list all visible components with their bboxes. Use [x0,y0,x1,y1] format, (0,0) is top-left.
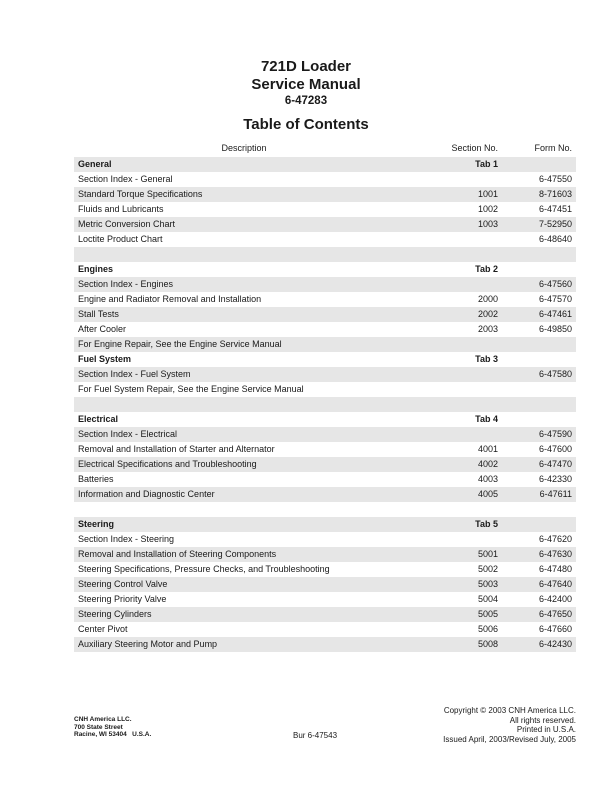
toc-section-number: 5006 [477,624,498,634]
toc-form-number: 6-47620 [538,534,572,544]
toc-row [74,382,576,397]
document-title-block [0,58,612,134]
toc-section-number: 1001 [477,189,498,199]
toc-section-number: 5005 [477,609,498,619]
toc-form-number: 6-47660 [538,624,572,634]
toc-section-number: Tab 2 [475,264,498,274]
toc-description: Loctite Product Chart [78,234,163,244]
issued-line: Issued April, 2003/Revised July, 2005 [443,734,576,744]
toc-description: Fuel System [78,354,132,364]
toc-description: Steering Priority Valve [78,594,167,604]
toc-row [74,427,576,442]
toc-description: Engines [78,264,114,274]
toc-section-header [74,157,576,172]
toc-row [74,337,576,352]
toc-row [74,607,576,622]
toc-section-number: 1003 [477,219,498,229]
bur-number: Bur 6-47543 [293,731,338,740]
toc-row [74,202,576,217]
toc-form-number: 6-47630 [538,549,572,559]
toc-row [74,592,576,607]
toc-form-number: 6-47560 [538,279,572,289]
toc-description: Removal and Installation of Steering Components [78,549,277,559]
toc-row [74,277,576,292]
toc-description: Center Pivot [78,624,128,634]
toc-form-number: 6-49850 [538,324,572,334]
toc-description: Section Index - Engines [78,279,174,289]
toc-description: Batteries [78,474,114,484]
toc-description: Engine and Radiator Removal and Installation [78,294,262,304]
company-address [74,716,151,739]
toc-description: Metric Conversion Chart [78,219,176,229]
toc-row [74,307,576,322]
toc-row [74,442,576,457]
toc-section-number: 5004 [477,594,498,604]
rights-line: All rights reserved. [509,715,576,725]
toc-row [74,622,576,637]
toc-description: Steering Specifications, Pressure Checks, and Troubleshooting [78,564,330,574]
toc-section-header [74,517,576,532]
toc-row [74,292,576,307]
toc-form-number: 6-42400 [538,594,572,604]
toc-form-number: 6-47461 [538,309,572,319]
toc-form-number: 8-71603 [538,189,572,199]
toc-section-number: 4003 [477,474,498,484]
toc-description: After Cooler [78,324,127,334]
toc-section-number: 4005 [477,489,498,499]
toc-description: Section Index - General [78,174,173,184]
document-subtitle: Service Manual [251,76,361,93]
toc-description: Removal and Installation of Starter and Alternator [78,444,275,454]
toc-spacer-row [74,397,576,412]
toc-row [74,457,576,472]
toc-section-number: 2000 [477,294,498,304]
toc-form-number: 6-47640 [538,579,572,589]
toc-description: Standard Torque Specifications [78,189,203,199]
toc-row [74,367,576,382]
toc-section-number: 1002 [477,204,498,214]
toc-description: Stall Tests [78,309,119,319]
toc-description: Information and Diagnostic Center [78,489,215,499]
toc-description: For Fuel System Repair, See the Engine Service Manual [78,384,304,394]
toc-table [74,157,576,652]
toc-description: General [78,159,112,169]
toc-section-header [74,412,576,427]
company-street: 700 State Street [74,723,123,731]
toc-description: Section Index - Fuel System [78,369,191,379]
toc-form-number: 6-47451 [538,204,572,214]
column-header-form: Form No. [534,143,572,153]
toc-row [74,532,576,547]
toc-description: Section Index - Steering [78,534,175,544]
printed-line: Printed in U.S.A. [516,725,576,734]
toc-description: Auxiliary Steering Motor and Pump [78,639,218,649]
company-name: CNH America LLC. [74,716,132,723]
toc-form-number: 6-42430 [538,639,572,649]
toc-row [74,562,576,577]
toc-section-number: 2002 [477,309,498,319]
toc-description: For Engine Repair, See the Engine Service Manual [78,339,282,349]
toc-spacer-row [74,502,576,517]
toc-row [74,322,576,337]
toc-section-header [74,262,576,277]
toc-row [74,172,576,187]
toc-form-number: 6-47650 [538,609,572,619]
toc-form-number: 6-47550 [538,174,572,184]
toc-row [74,187,576,202]
toc-column-headers [74,143,576,157]
toc-form-number: 6-47600 [538,444,572,454]
toc-section-number: 5003 [477,579,498,589]
toc-description: Fluids and Lubricants [78,204,164,214]
toc-spacer-row [74,247,576,262]
column-header-section: Section No. [451,143,498,153]
toc-form-number: 6-47611 [539,489,572,499]
toc-section-number: Tab 5 [475,519,498,529]
toc-section-number: 2003 [477,324,498,334]
toc-section-number: Tab 4 [475,414,498,424]
toc-section-number: Tab 1 [475,159,498,169]
column-header-description: Description [221,143,267,153]
toc-row [74,487,576,502]
toc-title: Table of Contents [243,116,369,133]
toc-form-number: 6-47580 [538,369,572,379]
document-title: 721D Loader [260,58,352,75]
toc-section-number: 5008 [477,639,498,649]
toc-form-number: 6-47590 [538,429,572,439]
toc-description: Electrical Specifications and Troubleshooting [78,459,257,469]
toc-section-number: 4002 [477,459,498,469]
toc-form-number: 6-47470 [538,459,572,469]
document-form-number: 6-47283 [284,95,328,107]
toc-form-number: 6-47480 [538,564,572,574]
toc-description: Steering Control Valve [78,579,168,589]
copyright-line: Copyright © 2003 CNH America LLC. [443,706,576,715]
company-city: Racine, WI 53404 U.S.A. [74,731,152,738]
toc-form-number: 6-42330 [538,474,572,484]
toc-section-number: Tab 3 [475,354,498,364]
toc-section-number: 5002 [477,564,498,574]
toc-row [74,232,576,247]
toc-section-number: 5001 [477,549,498,559]
toc-form-number: 7-52950 [538,219,572,229]
toc-row [74,637,576,652]
toc-section-number: 4001 [477,444,498,454]
toc-description: Electrical [78,414,119,424]
toc-form-number: 6-47570 [538,294,572,304]
toc-row [74,472,576,487]
toc-description: Section Index - Electrical [78,429,178,439]
copyright-block [443,706,576,744]
toc-description: Steering Cylinders [78,609,152,619]
toc-section-header [74,352,576,367]
toc-form-number: 6-48640 [538,234,572,244]
toc-row [74,217,576,232]
toc-description: Steering [78,519,115,529]
toc-row [74,577,576,592]
toc-row [74,547,576,562]
